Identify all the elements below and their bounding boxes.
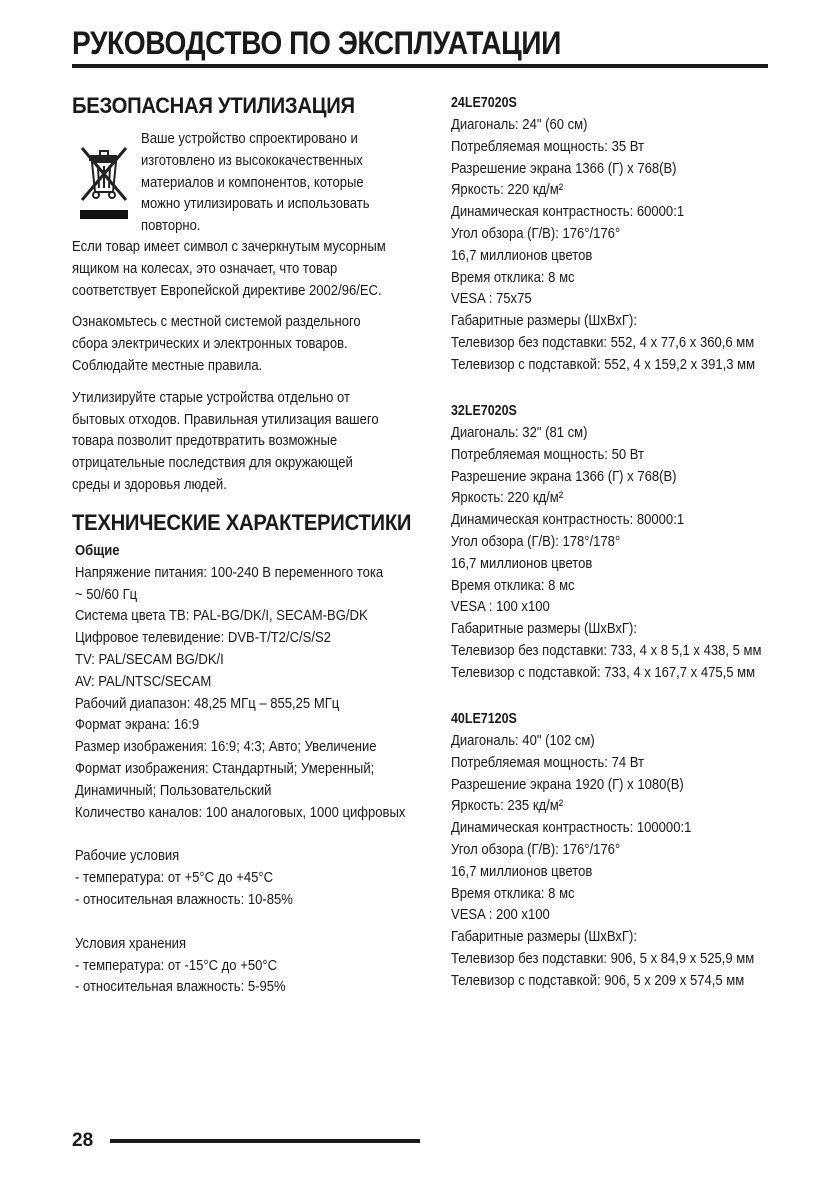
spec-line: Формат изображения: Стандартный; Умеренный;	[75, 759, 375, 777]
spec-line: TV: PAL/SECAM BG/DK/I	[75, 650, 224, 668]
text-line: Ваше устройство спроектировано и	[141, 130, 358, 147]
spec-line: Динамическая контрастность: 100000:1	[451, 819, 692, 837]
model-40le7120s	[451, 708, 754, 992]
spec-line: - температура: от -15°С до +50°С	[75, 956, 278, 974]
disposal-body	[72, 236, 386, 496]
spec-line: Диагональ: 40" (102 см)	[451, 732, 595, 749]
text-line: бытовых отходов. Правильная утилизация вашего	[72, 410, 379, 428]
disposal-intro	[141, 128, 370, 237]
spec-line: Разрешение экрана 1366 (Г) x 768(В)	[451, 159, 677, 177]
spec-line: Рабочий диапазон: 48,25 МГц – 855,25 МГц	[75, 694, 340, 712]
spec-line: Угол обзора (Г/В): 176°/176°	[451, 840, 621, 858]
spec-line: Динамичный; Пользовательский	[75, 781, 272, 799]
spec-line: Потребляемая мощность: 50 Вт	[451, 445, 644, 463]
model-24le7020s	[451, 92, 755, 376]
spec-line: Диагональ: 24" (60 см)	[451, 116, 588, 133]
crossed-bin-icon	[76, 140, 132, 222]
spec-line: VESA : 75x75	[451, 290, 532, 308]
spec-line: Разрешение экрана 1920 (Г) x 1080(В)	[451, 775, 684, 793]
spec-line: Телевизор без подставки: 733, 4 x 8 5,1 x 438, 5 мм	[451, 641, 762, 659]
spec-line: Габаритные размеры (ШхВхГ):	[451, 928, 637, 946]
spec-line: Время отклика: 8 мс	[451, 268, 575, 286]
model-name: 40LE7120S	[451, 711, 517, 727]
spec-line: Габаритные размеры (ШхВхГ):	[451, 312, 637, 330]
page-title: РУКОВОДСТВО ПО ЭКСПЛУАТАЦИИ	[72, 25, 561, 61]
text-line: соответствует Европейской директиве 2002/96/EC.	[72, 281, 382, 299]
spec-line: Цифровое телевидение: DVB-T/T2/C/S/S2	[75, 629, 331, 647]
specs-general	[75, 540, 405, 998]
model-name: 24LE7020S	[451, 95, 517, 111]
spec-line: Количество каналов: 100 аналоговых, 1000 цифровых	[75, 803, 406, 821]
operating-label: Рабочие условия	[75, 847, 180, 865]
text-line: материалов и компонентов, которые	[141, 173, 364, 191]
spec-line: Телевизор без подставки: 906, 5 x 84,9 x 525,9 мм	[451, 949, 755, 967]
text-line: отрицательные последствия для окружающей	[72, 454, 353, 472]
spec-line: Телевизор без подставки: 552, 4 x 77,6 x 360,6 мм	[451, 333, 755, 351]
spec-line: Телевизор с подставкой: 733, 4 x 167,7 x 475,5 мм	[451, 663, 756, 681]
spec-line: - относительная влажность: 10-85%	[75, 890, 293, 908]
spec-line: 16,7 миллионов цветов	[451, 246, 593, 264]
spec-line: Яркость: 220 кд/м²	[451, 181, 564, 199]
page-number: 28	[72, 1130, 94, 1151]
spec-line: Динамическая контрастность: 60000:1	[451, 203, 685, 221]
spec-line: Габаритные размеры (ШхВхГ):	[451, 620, 637, 638]
general-label: Общие	[75, 542, 120, 559]
spec-line: Размер изображения: 16:9; 4:3; Авто; Увеличение	[75, 738, 377, 756]
spec-line: Яркость: 235 кд/м²	[451, 797, 564, 815]
spec-line: - относительная влажность: 5-95%	[75, 978, 286, 996]
spec-line: Угол обзора (Г/В): 176°/176°	[451, 224, 621, 242]
spec-line: Динамическая контрастность: 80000:1	[451, 511, 685, 529]
spec-line: Яркость: 220 кд/м²	[451, 489, 564, 507]
spec-line: ~ 50/60 Гц	[75, 585, 138, 603]
spec-line: Напряжение питания: 100-240 В переменного тока	[75, 563, 384, 581]
text-line: Ознакомьтесь с местной системой раздельного	[72, 313, 361, 331]
spec-line: VESA : 200 x100	[451, 906, 550, 924]
storage-label: Условия хранения	[75, 934, 187, 952]
text-line: изготовлено из высококачественных	[141, 151, 363, 169]
title-rule	[72, 64, 768, 68]
spec-line: Формат экрана: 16:9	[75, 716, 200, 734]
spec-line: Разрешение экрана 1366 (Г) x 768(В)	[451, 467, 677, 485]
disposal-heading: БЕЗОПАСНАЯ УТИЛИЗАЦИЯ	[72, 93, 355, 118]
text-line: сбора электрических и электронных товаров.	[72, 335, 348, 353]
spec-line: 16,7 миллионов цветов	[451, 554, 593, 572]
text-line: Если товар имеет символ с зачеркнутым мусорным	[72, 238, 386, 255]
text-line: можно утилизировать и использовать	[141, 195, 370, 213]
model-name: 32LE7020S	[451, 403, 517, 419]
spec-line: Время отклика: 8 мс	[451, 884, 575, 902]
spec-line: VESA : 100 x100	[451, 598, 550, 616]
spec-line: Время отклика: 8 мс	[451, 576, 575, 594]
text-line: ящиком на колесах, это означает, что товар	[72, 259, 338, 277]
model-32le7020s	[451, 400, 761, 684]
spec-line: - температура: от +5°С до +45°С	[75, 869, 274, 887]
spec-line: AV: PAL/NTSC/SECAM	[75, 672, 212, 690]
footer-rule	[110, 1139, 420, 1143]
text-line: Утилизируйте старые устройства отдельно от	[72, 388, 351, 406]
spec-line: Телевизор с подставкой: 552, 4 x 159,2 x 391,3 мм	[451, 355, 756, 373]
spec-line: Потребляемая мощность: 74 Вт	[451, 753, 644, 771]
spec-line: Телевизор с подставкой: 906, 5 x 209 x 574,5 мм	[451, 971, 745, 989]
text-line: Соблюдайте местные правила.	[72, 356, 263, 374]
specs-heading: ТЕХНИЧЕСКИЕ ХАРАКТЕРИСТИКИ	[72, 510, 412, 535]
text-line: товара позволит предотвратить возможные	[72, 432, 338, 450]
spec-line: Угол обзора (Г/В): 178°/178°	[451, 532, 621, 550]
spec-line: Потребляемая мощность: 35 Вт	[451, 137, 644, 155]
text-line: повторно.	[141, 217, 201, 235]
text-line: среды и здоровья людей.	[72, 475, 227, 493]
spec-line: Система цвета ТВ: PAL-BG/DK/I, SECAM-BG/DK	[75, 607, 368, 625]
spec-line: Диагональ: 32" (81 см)	[451, 424, 588, 441]
spec-line: 16,7 миллионов цветов	[451, 862, 593, 880]
